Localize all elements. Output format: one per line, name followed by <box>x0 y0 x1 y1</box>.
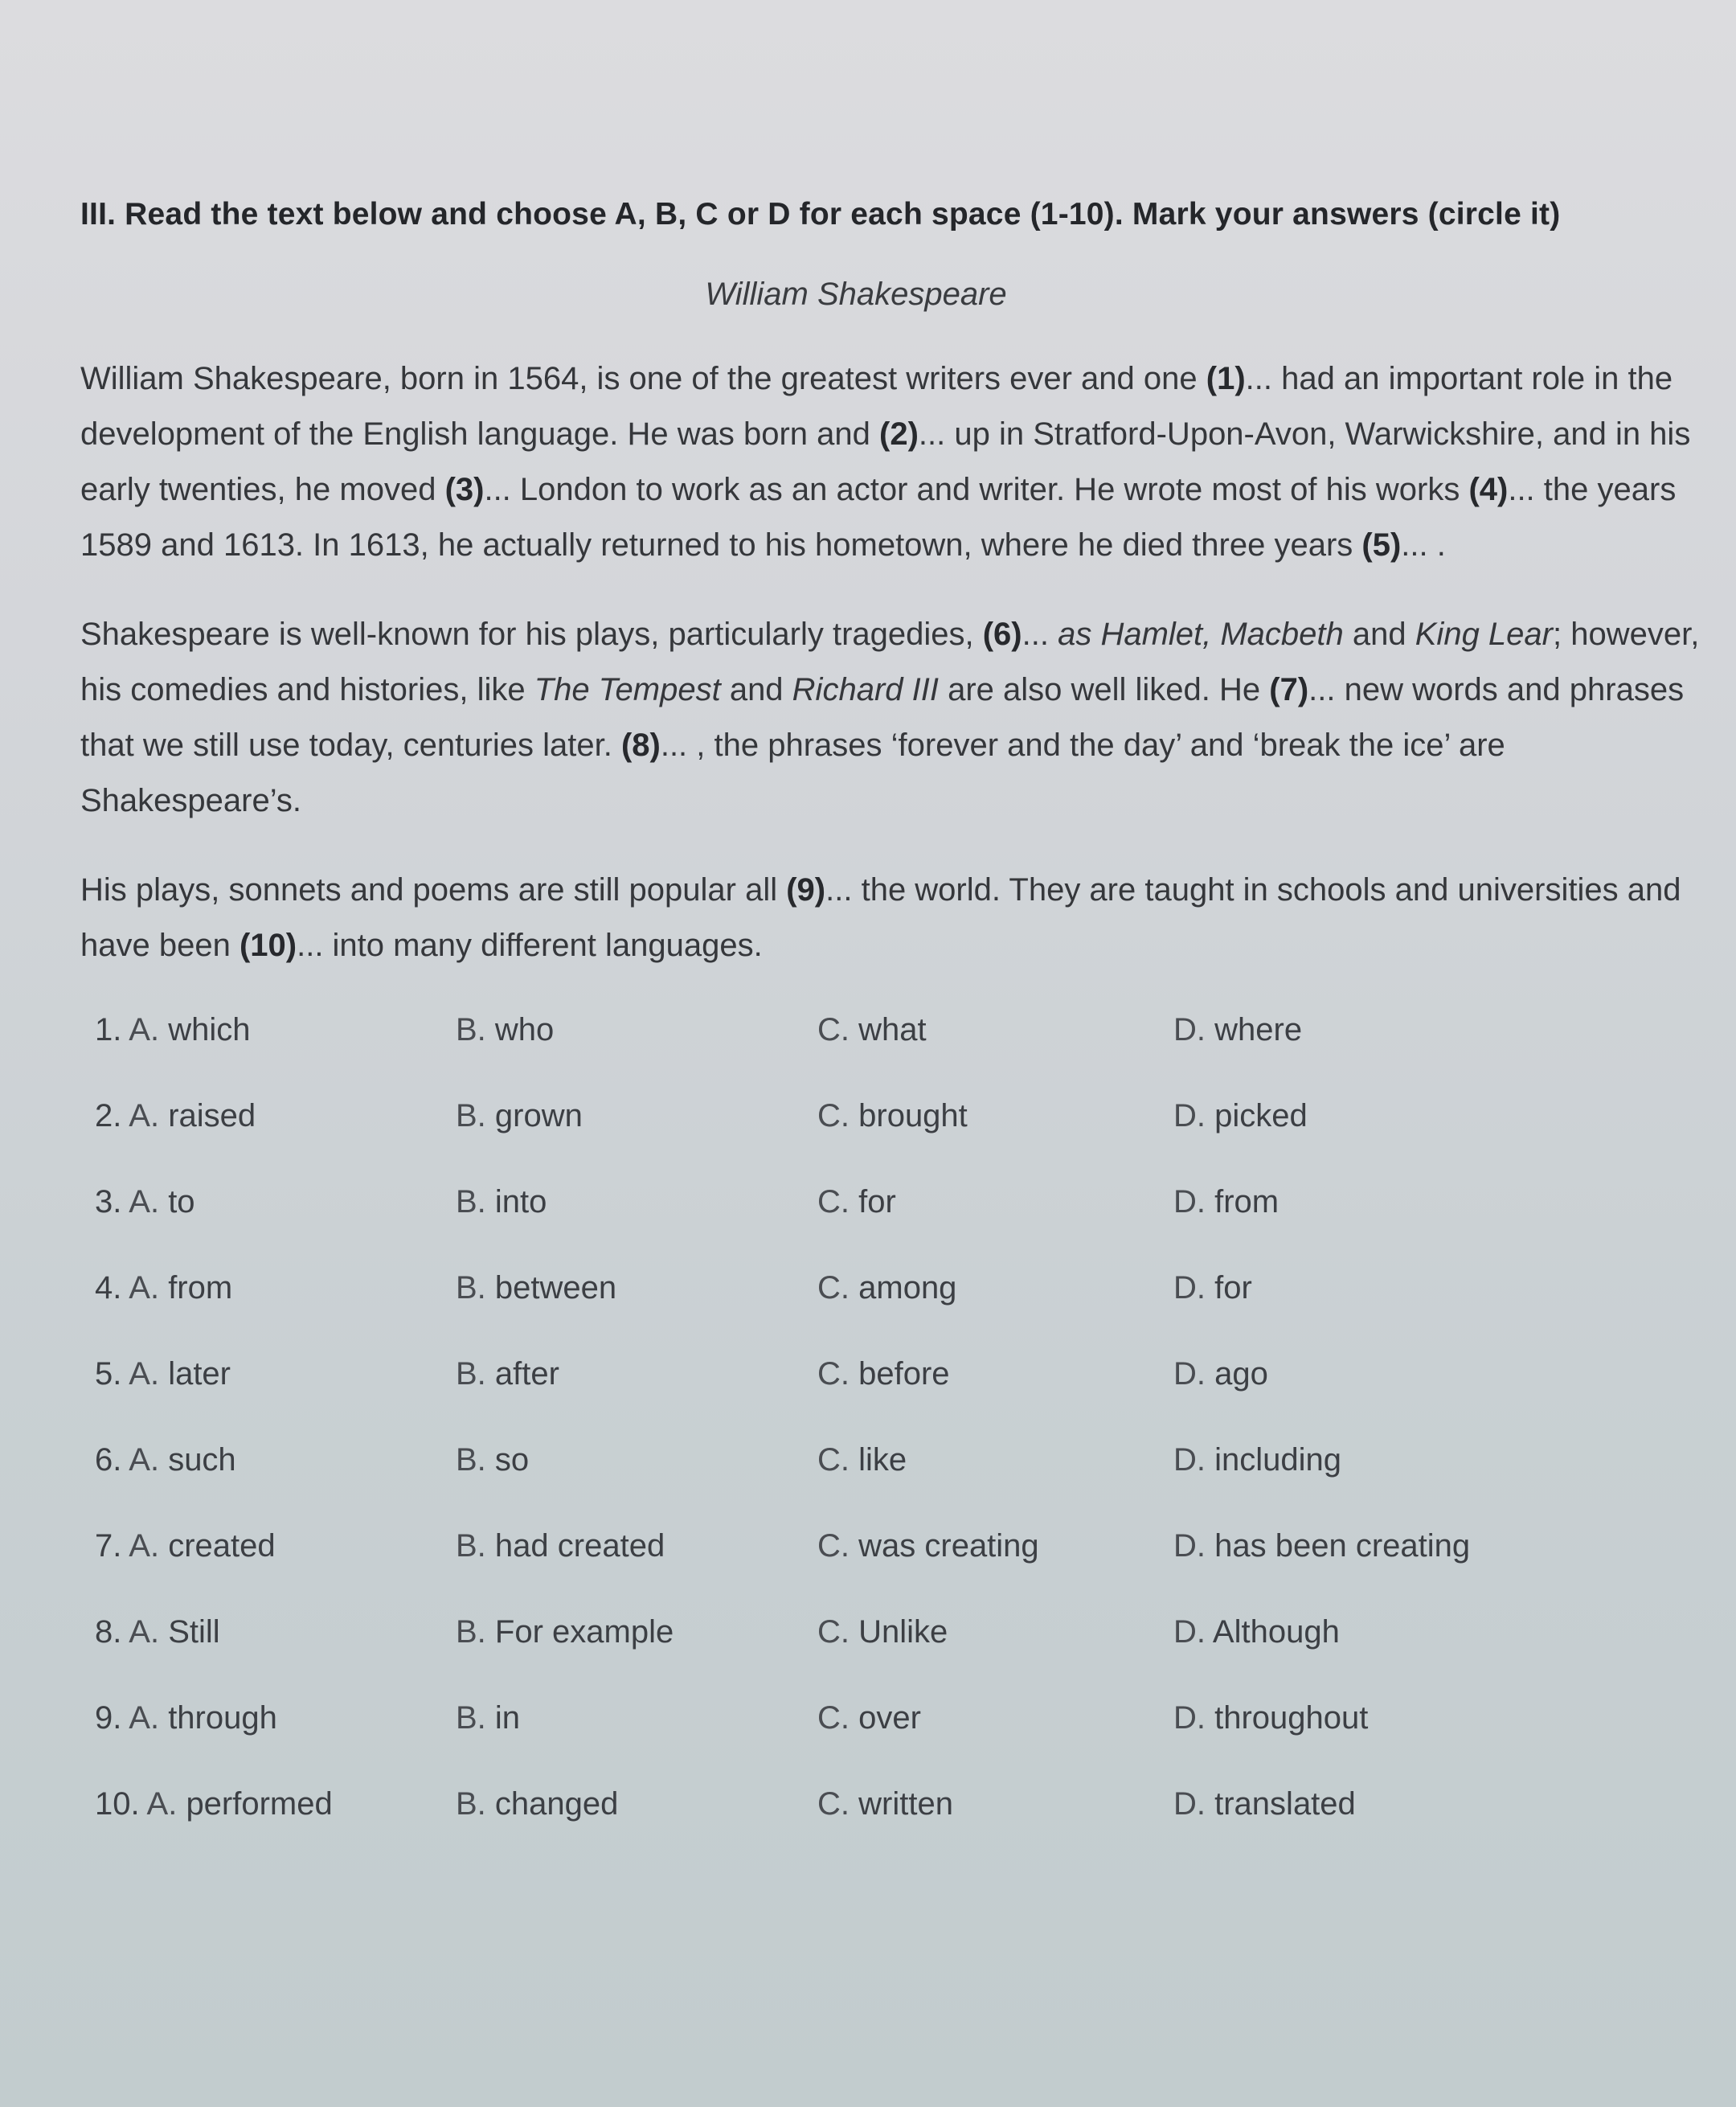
answer-options <box>80 1012 1712 1872</box>
option-text: including <box>1214 1442 1342 1478</box>
text-span: Shakespeare is well-known for his plays, particularly tragedies, <box>80 617 983 652</box>
option-text: ago <box>1214 1356 1268 1392</box>
answer-option-b[interactable] <box>456 1442 817 1528</box>
question-row <box>80 1356 1712 1442</box>
option-text: so <box>494 1442 530 1478</box>
option-text: Still <box>168 1614 220 1650</box>
answer-option-a[interactable] <box>80 1528 456 1614</box>
option-text: was creating <box>858 1528 1039 1564</box>
passage-paragraph-3 <box>80 863 1712 974</box>
question-number: 7. <box>95 1528 122 1564</box>
answer-option-c[interactable] <box>817 1184 1173 1270</box>
option-letter: C. <box>817 1700 850 1736</box>
option-letter: D. <box>1173 1786 1206 1822</box>
option-letter: B. <box>456 1528 486 1564</box>
option-text: which <box>168 1012 251 1047</box>
question-row <box>80 1442 1712 1528</box>
option-letter: A. <box>129 1098 160 1133</box>
answer-option-c[interactable] <box>817 1700 1173 1786</box>
gap-number-10: (10) <box>239 928 297 963</box>
option-text: who <box>494 1012 555 1047</box>
option-text: where <box>1214 1012 1303 1047</box>
option-text: before <box>858 1356 950 1392</box>
gap-number-5: (5) <box>1361 527 1402 563</box>
option-letter: C. <box>817 1270 850 1306</box>
option-letter: D. <box>1173 1184 1206 1220</box>
text-span: ; however, his comedies and histories, like <box>80 617 1700 707</box>
option-text: raised <box>168 1098 256 1133</box>
question-row <box>80 1098 1712 1184</box>
text-span: ... . <box>1401 527 1446 563</box>
question-row <box>80 1012 1712 1098</box>
option-letter: B. <box>456 1442 486 1478</box>
option-text: in <box>494 1700 521 1736</box>
option-letter: C. <box>817 1184 850 1220</box>
question-number: 5. <box>95 1356 122 1392</box>
text-span: are also well liked. He <box>938 672 1270 707</box>
text-span: ... new words and phrases that we still use today, centuries later. <box>80 672 1685 763</box>
option-letter: A. <box>129 1700 160 1736</box>
answer-option-a[interactable] <box>80 1098 456 1184</box>
option-text: written <box>858 1786 953 1822</box>
answer-option-b[interactable] <box>456 1184 817 1270</box>
option-letter: D. <box>1173 1614 1206 1650</box>
question-row <box>80 1786 1712 1872</box>
text-span: ... London to work as an actor and writer. He wrote most of his works <box>484 472 1469 507</box>
text-span: ... , the phrases ‘forever and the day’ and ‘break the ice’ are Shakespeare’s. <box>80 728 1505 818</box>
option-text: had created <box>494 1528 665 1564</box>
answer-option-a[interactable] <box>80 1786 456 1872</box>
answer-option-a[interactable] <box>80 1356 456 1442</box>
worksheet <box>80 197 1712 1872</box>
option-text: through <box>168 1700 277 1736</box>
answer-option-c[interactable] <box>817 1442 1173 1528</box>
option-text: to <box>168 1184 195 1220</box>
answer-option-d[interactable] <box>1173 1184 1656 1270</box>
question-number: 8. <box>95 1614 122 1650</box>
answer-option-b[interactable] <box>456 1700 817 1786</box>
option-letter: B. <box>456 1098 486 1133</box>
option-text: changed <box>494 1786 619 1822</box>
option-text: like <box>858 1442 907 1478</box>
question-row <box>80 1528 1712 1614</box>
answer-option-c[interactable] <box>817 1356 1173 1442</box>
italic-title: Richard III <box>792 672 939 707</box>
gap-number-1: (1) <box>1206 361 1246 396</box>
option-text: among <box>858 1270 957 1306</box>
gap-number-9: (9) <box>786 872 826 908</box>
answer-option-a[interactable] <box>80 1442 456 1528</box>
option-letter: B. <box>456 1614 486 1650</box>
italic-title: as Hamlet, Macbeth <box>1058 617 1344 652</box>
answer-option-a[interactable] <box>80 1270 456 1356</box>
option-text: has been creating <box>1214 1528 1471 1564</box>
option-text: such <box>168 1442 236 1478</box>
option-letter: A. <box>129 1442 160 1478</box>
answer-option-d[interactable] <box>1173 1614 1656 1700</box>
option-letter: C. <box>817 1098 850 1133</box>
option-text: created <box>168 1528 276 1564</box>
answer-option-a[interactable] <box>80 1614 456 1700</box>
passage-paragraph-2 <box>80 607 1712 829</box>
option-text: from <box>1214 1184 1279 1220</box>
text-span: and <box>720 672 792 707</box>
question-row <box>80 1184 1712 1270</box>
option-text: between <box>494 1270 617 1306</box>
question-number: 10. <box>95 1786 140 1822</box>
answer-option-a[interactable] <box>80 1700 456 1786</box>
option-text: for <box>858 1184 896 1220</box>
gap-number-2: (2) <box>879 416 919 452</box>
exercise-instructions: III. Read the text below and choose A, B, C or D for each space (1-10). Mark your answers (circle it) <box>80 197 1561 232</box>
option-text: Unlike <box>858 1614 948 1650</box>
option-text: into <box>494 1184 547 1220</box>
option-letter: D. <box>1173 1012 1206 1047</box>
passage-paragraph-1 <box>80 351 1712 573</box>
passage-title: William Shakespeare <box>705 277 1007 312</box>
option-letter: D. <box>1173 1098 1206 1133</box>
text-span: ... had an important role in the development of the English language. He was born and <box>80 361 1673 452</box>
option-letter: A. <box>129 1184 160 1220</box>
option-letter: C. <box>817 1528 850 1564</box>
option-text: grown <box>494 1098 583 1133</box>
answer-option-c[interactable] <box>817 1528 1173 1614</box>
option-text: what <box>858 1012 927 1047</box>
option-text: Although <box>1212 1614 1340 1650</box>
question-row <box>80 1700 1712 1786</box>
answer-option-b[interactable] <box>456 1270 817 1356</box>
text-span: ... up in Stratford-Upon-Avon, Warwickshire, and in his early twenties, he moved <box>80 416 1691 507</box>
option-letter: A. <box>129 1270 160 1306</box>
option-text: later <box>168 1356 231 1392</box>
option-letter: D. <box>1173 1442 1206 1478</box>
option-letter: C. <box>817 1786 850 1822</box>
option-letter: B. <box>456 1270 486 1306</box>
gap-number-7: (7) <box>1269 672 1309 707</box>
answer-option-d[interactable] <box>1173 1098 1656 1184</box>
answer-option-c[interactable] <box>817 1786 1173 1872</box>
text-span: His plays, sonnets and poems are still popular all <box>80 872 787 908</box>
option-text: brought <box>858 1098 968 1133</box>
answer-option-c[interactable] <box>817 1012 1173 1098</box>
option-letter: B. <box>456 1012 486 1047</box>
question-number: 1. <box>95 1012 122 1047</box>
answer-option-d[interactable] <box>1173 1786 1656 1872</box>
italic-title: King Lear <box>1415 617 1553 652</box>
answer-option-a[interactable] <box>80 1012 456 1098</box>
option-letter: A. <box>146 1786 178 1822</box>
option-letter: A. <box>129 1356 160 1392</box>
answer-option-b[interactable] <box>456 1356 817 1442</box>
option-letter: D. <box>1173 1356 1206 1392</box>
answer-option-d[interactable] <box>1173 1356 1656 1442</box>
text-span: ... the world. They are taught in schools and universities and have been <box>80 872 1681 963</box>
option-text: from <box>168 1270 233 1306</box>
option-letter: D. <box>1173 1270 1206 1306</box>
option-text: throughout <box>1214 1700 1369 1736</box>
text-span: ... <box>1022 617 1058 652</box>
answer-option-b[interactable] <box>456 1786 817 1872</box>
option-letter: B. <box>456 1700 486 1736</box>
answer-option-b[interactable] <box>456 1614 817 1700</box>
option-letter: A. <box>129 1614 160 1650</box>
option-text: picked <box>1214 1098 1308 1133</box>
option-letter: C. <box>817 1012 850 1047</box>
option-letter: B. <box>456 1786 486 1822</box>
answer-option-d[interactable] <box>1173 1528 1656 1614</box>
option-letter: B. <box>456 1184 486 1220</box>
option-letter: C. <box>817 1442 850 1478</box>
gap-number-6: (6) <box>982 617 1022 652</box>
answer-option-b[interactable] <box>456 1098 817 1184</box>
gap-number-3: (3) <box>444 472 485 507</box>
option-text: over <box>858 1700 921 1736</box>
answer-option-b[interactable] <box>456 1012 817 1098</box>
answer-option-d[interactable] <box>1173 1270 1656 1356</box>
answer-option-a[interactable] <box>80 1184 456 1270</box>
text-span: and <box>1343 617 1415 652</box>
text-span: William Shakespeare, born in 1564, is one of the greatest writers ever and one <box>80 361 1206 396</box>
gap-number-8: (8) <box>620 728 661 763</box>
question-row <box>80 1270 1712 1356</box>
answer-option-d[interactable] <box>1173 1700 1656 1786</box>
answer-option-d[interactable] <box>1173 1012 1656 1098</box>
option-letter: D. <box>1173 1700 1206 1736</box>
option-letter: A. <box>129 1012 160 1047</box>
question-number: 6. <box>95 1442 122 1478</box>
answer-option-b[interactable] <box>456 1528 817 1614</box>
option-letter: A. <box>129 1528 160 1564</box>
option-letter: D. <box>1173 1528 1206 1564</box>
question-number: 3. <box>95 1184 122 1220</box>
option-letter: B. <box>456 1356 486 1392</box>
option-letter: C. <box>817 1614 850 1650</box>
question-number: 4. <box>95 1270 122 1306</box>
text-span: ... into many different languages. <box>297 928 763 963</box>
answer-option-c[interactable] <box>817 1270 1173 1356</box>
answer-option-c[interactable] <box>817 1098 1173 1184</box>
option-text: for <box>1214 1270 1252 1306</box>
text-span: ... the years 1589 and 1613. In 1613, he actually returned to his hometown, where he died three years <box>80 472 1677 563</box>
question-number: 2. <box>95 1098 122 1133</box>
option-text: translated <box>1214 1786 1356 1822</box>
question-number: 9. <box>95 1700 122 1736</box>
gap-number-4: (4) <box>1468 472 1509 507</box>
answer-option-c[interactable] <box>817 1614 1173 1700</box>
option-letter: C. <box>817 1356 850 1392</box>
option-text: after <box>494 1356 559 1392</box>
answer-option-d[interactable] <box>1173 1442 1656 1528</box>
question-row <box>80 1614 1712 1700</box>
option-text: For example <box>494 1614 674 1650</box>
option-text: performed <box>186 1786 333 1822</box>
italic-title: The Tempest <box>534 672 721 707</box>
